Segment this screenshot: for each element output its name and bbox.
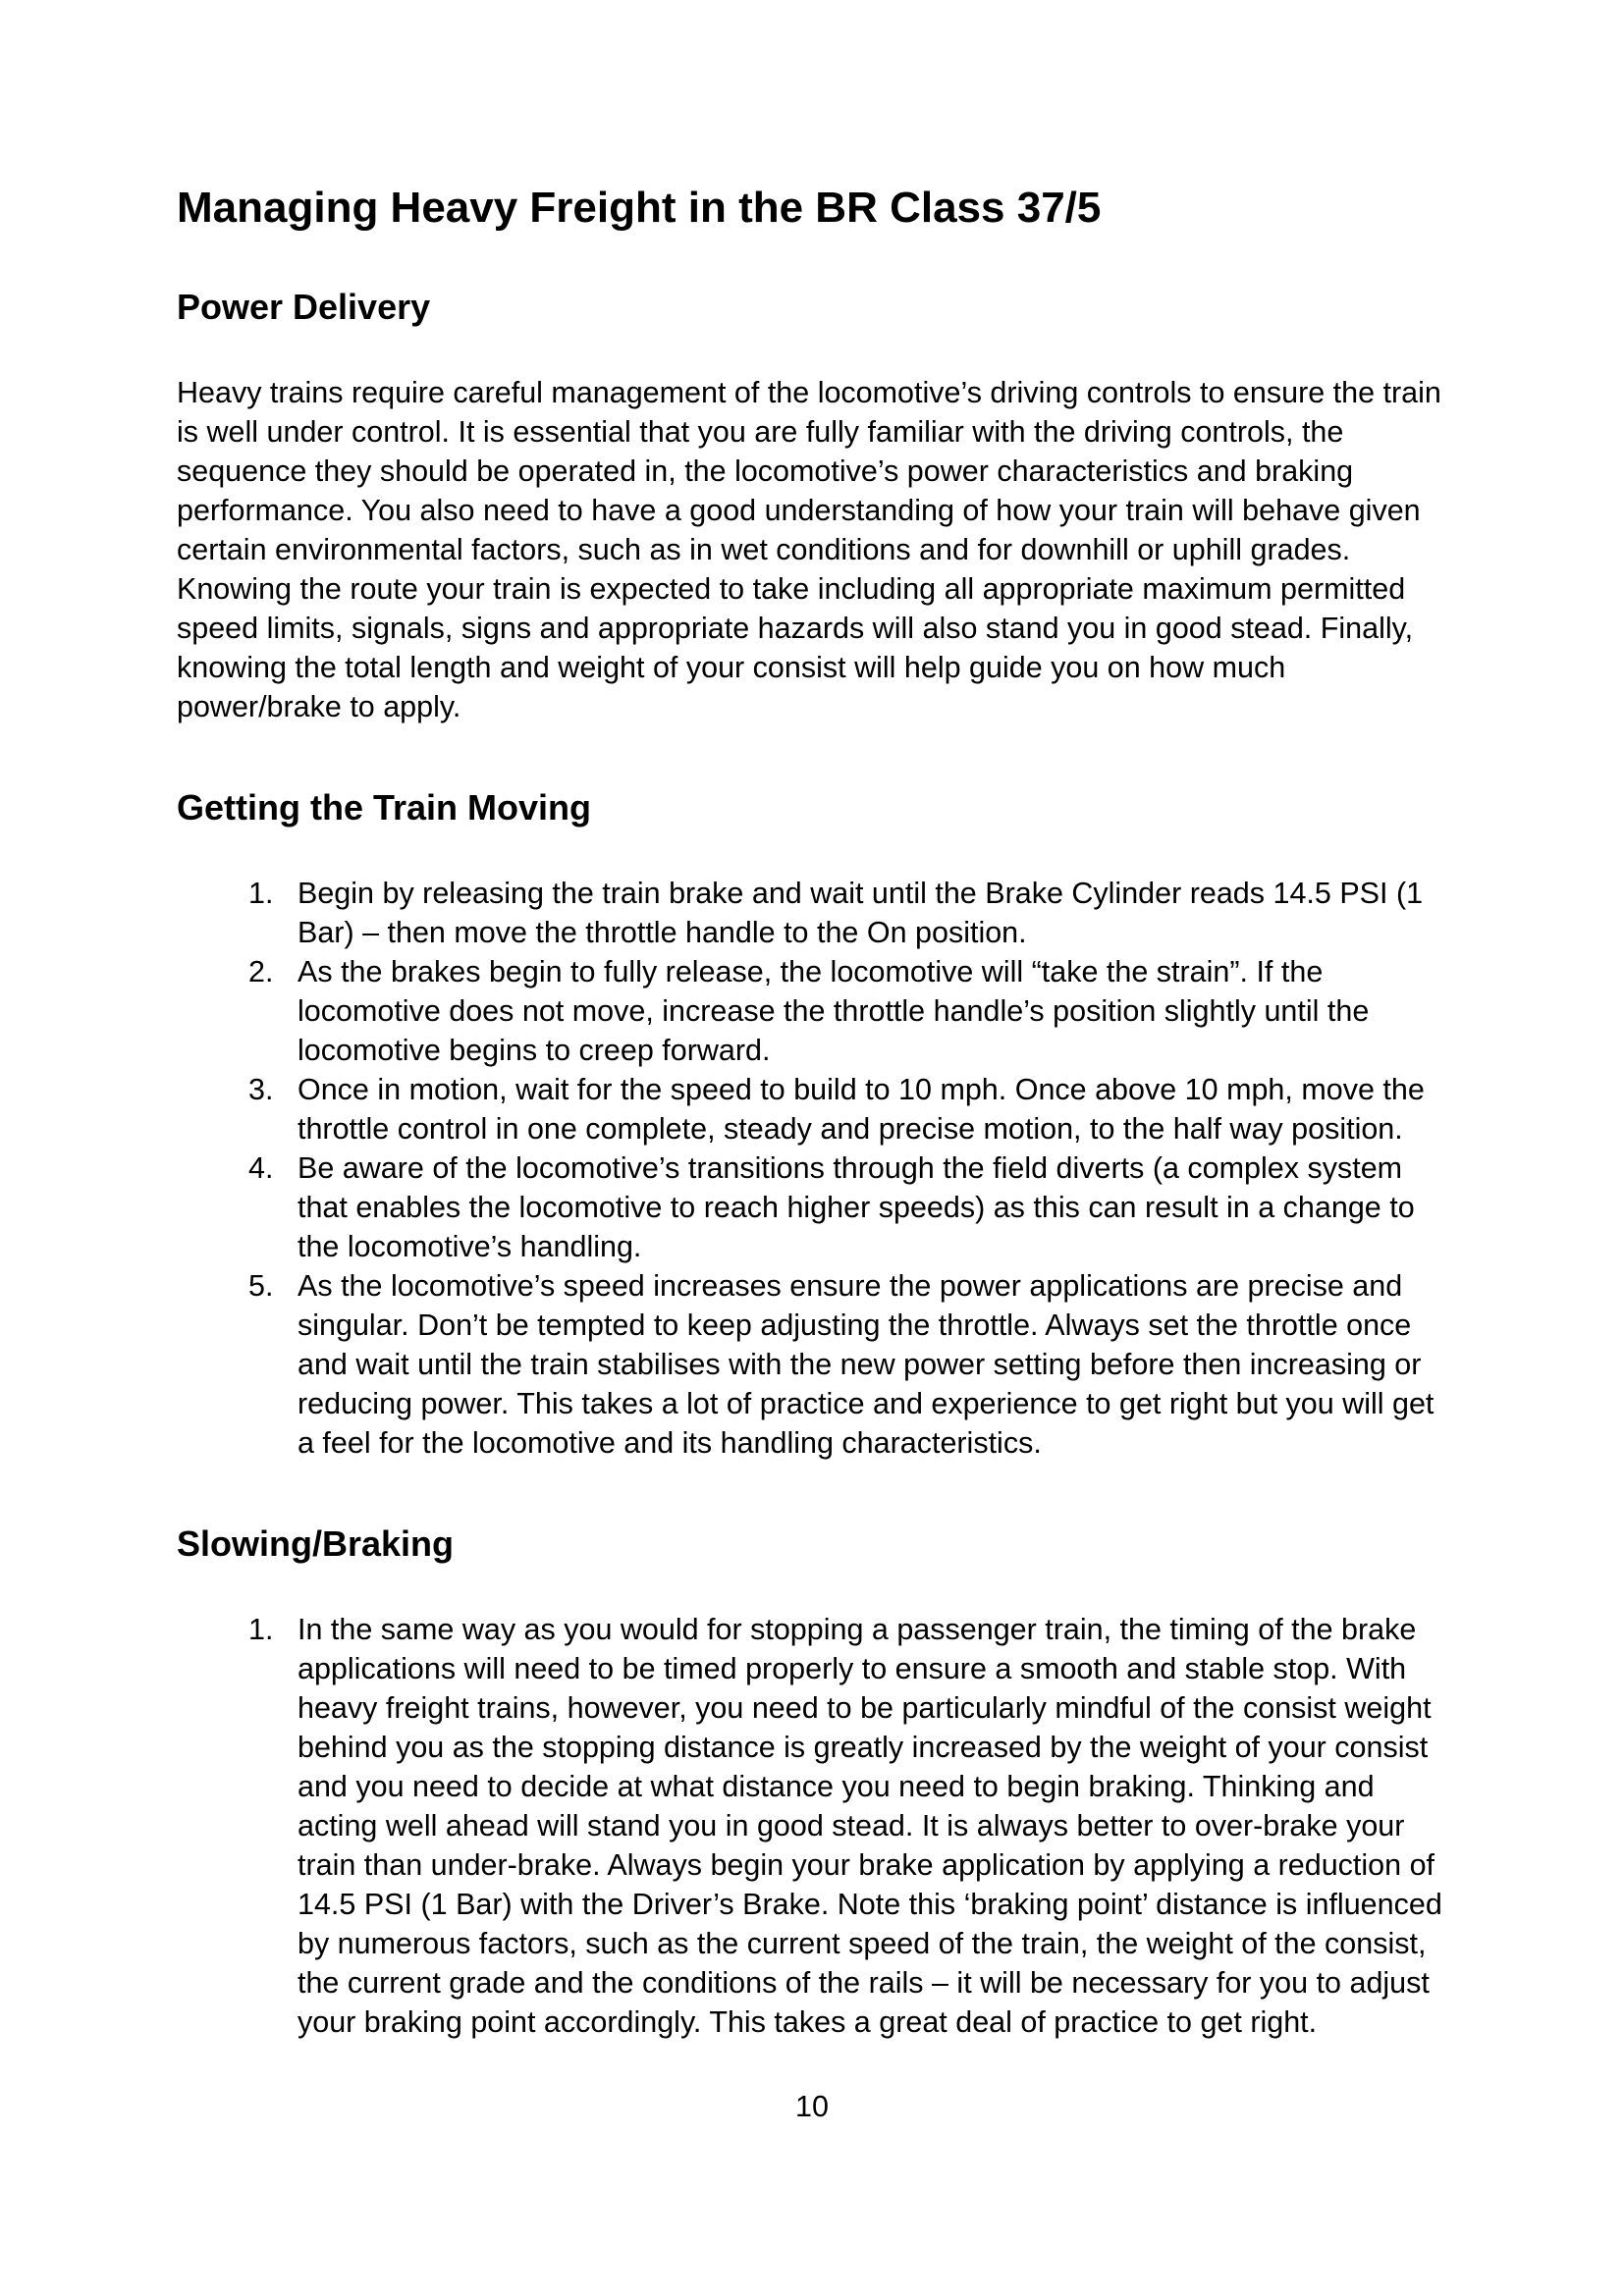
paragraph-power-delivery: Heavy trains require careful management of the locomotive’s driving controls to ensure the train is well under control. It is essential that you are fully familiar with the driving controls, the sequence they should be operated in, the locomotive’s power characteristics and braking performance. You also need to have a good understanding of how your train will behave given certain environmental factors, such as in wet conditions and for downhill or uphill grades. Knowing the route your train is expected to take including all appropriate maximum permitted speed limits, signals, signs and appropriate hazards will also stand you in good stead. Finally, knowing the total length and weight of your consist will help guide you on how much power/brake to apply. — [177, 376, 1441, 723]
list-item-text: Once in motion, wait for the speed to build to 10 mph. Once above 10 mph, move the throttle control in one complete, steady and precise motion, to the half way position. — [298, 1073, 1425, 1146]
list-item — [177, 1266, 1447, 1463]
list-item — [177, 1148, 1447, 1266]
list-item-number: 1. — [248, 1613, 274, 1646]
document-title: Managing Heavy Freight in the BR Class 37/5 — [177, 184, 1102, 232]
list-item-text: As the locomotive’s speed increases ensure the power applications are precise and singular. Don’t be tempted to keep adjusting the throttle. Always set the throttle once and wait until the train stabilises with the new power setting before then increasing or reducing power. This takes a lot of practice and experience to get right but you will get a feel for the locomotive and its handling characteristics. — [298, 1269, 1435, 1460]
list-item-text: Begin by releasing the train brake and wait until the Brake Cylinder reads 14.5 PSI (1 Bar) – then move the throttle handle to the On position. — [298, 877, 1424, 949]
section-heading-getting-the-train-moving: Getting the Train Moving — [177, 787, 591, 828]
section-getting-the-train-moving — [177, 787, 1447, 1463]
list-item-number: 2. — [248, 955, 274, 988]
list-item-number: 5. — [248, 1269, 274, 1303]
section-heading-slowing-braking: Slowing/Braking — [177, 1523, 455, 1564]
list-item-text: Be aware of the locomotive’s transitions through the field diverts (a complex system that enables the locomotive to reach higher speeds) as this can result in a change to the locomotive’s handling. — [298, 1151, 1415, 1263]
list-item-text: As the brakes begin to fully release, the locomotive will “take the strain”. If the locomotive does not move, increase the throttle handle’s position slightly until the locomotive begins to creep forward. — [298, 955, 1370, 1067]
numbered-list-slowing-braking — [177, 1610, 1447, 2042]
list-item — [177, 1070, 1447, 1148]
list-item — [177, 952, 1447, 1070]
page-number: 10 — [795, 2090, 829, 2123]
list-item-text: In the same way as you would for stopping a passenger train, the timing of the brake applications will need to be timed properly to ensure a smooth and stable stop. With heavy freight trains, however, you need to be particularly mindful of the consist weight behind you as the stopping distance is greatly increased by the weight of your consist and you need to decide at what distance you need to begin braking. Thinking and acting well ahead will stand you in good stead. It is always better to over-brake your train than under-brake. Always begin your brake application by applying a reduction of 14.5 PSI (1 Bar) with the Driver’s Brake. Note this ‘braking point’ distance is influenced by numerous factors, such as the current speed of the train, the weight of the consist, the current grade and the conditions of the rails – it will be necessary for you to adjust your braking point accordingly. This takes a great deal of practice to get right. — [298, 1613, 1442, 2039]
list-item-number: 3. — [248, 1073, 274, 1106]
list-item — [177, 874, 1447, 952]
list-item — [177, 1610, 1447, 2042]
section-heading-power-delivery: Power Delivery — [177, 287, 431, 327]
list-item-number: 4. — [248, 1151, 274, 1185]
numbered-list-getting-the-train-moving — [177, 874, 1447, 1463]
section-power-delivery — [177, 287, 1447, 726]
section-slowing-braking — [177, 1523, 1447, 2042]
list-item-number: 1. — [248, 877, 274, 910]
